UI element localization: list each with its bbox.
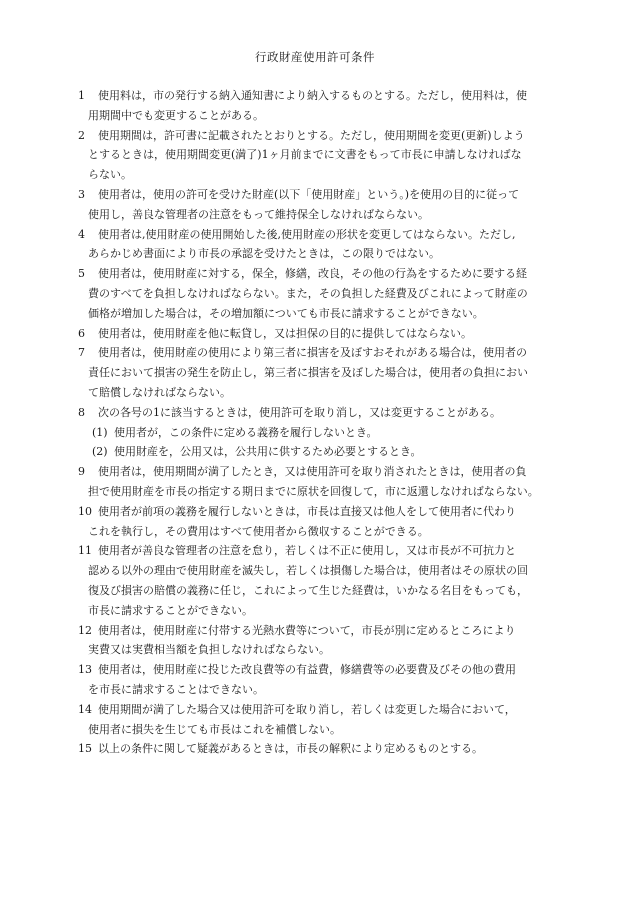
clause-line: 価格が増加した場合は，その増加額についても市長に請求することができない。 xyxy=(88,306,484,320)
clause-line: 以上の条件に関して疑義があるときは，市長の解釈により定めるものとする。 xyxy=(98,742,483,756)
clause-text xyxy=(98,739,558,759)
document-title: 行政財産使用許可条件 xyxy=(255,50,375,64)
subitem-1 xyxy=(78,423,558,443)
clause-line: 費のすべてを負担しなければならない。また，その負担した経費及びこれによって財産の xyxy=(88,286,528,300)
clause-number: 2 xyxy=(78,128,85,142)
clause-number: 11 xyxy=(78,544,92,558)
clause-text xyxy=(88,621,558,661)
clause-line: 使用者は，使用財産を他に転貸し，又は担保の目的に提供してはならない。 xyxy=(98,326,472,340)
clause-12 xyxy=(78,621,558,661)
clause-text xyxy=(88,264,558,323)
clause-line: て賠償しなければならない。 xyxy=(88,385,231,399)
clause-number: 14 xyxy=(78,702,92,716)
clause-line: 使用者は，使用財産に投じた改良費等の有益費，修繕費等の必要費及びその他の費用 xyxy=(98,663,516,677)
clause-line: 使用者は，使用の許可を受けた財産(以下「使用財産」という。)を使用の目的に従って xyxy=(98,187,520,201)
clause-line: 使用者に損失を生じても市長はこれを補償しない。 xyxy=(88,722,341,736)
clause-line: 使用料は，市の発行する納入通知書により納入するものとする。ただし，使用料は，使 xyxy=(98,89,527,102)
clause-number: 9 xyxy=(78,465,85,479)
clause-text xyxy=(88,660,558,700)
clause-number: 15 xyxy=(78,742,92,756)
clause-line: 使用者は，使用財産に対する，保全，修繕，改良，その他の行為をするために要する経 xyxy=(98,267,527,281)
clause-13 xyxy=(78,660,558,700)
clause-number: 3 xyxy=(78,187,85,201)
clause-number: 6 xyxy=(78,326,85,340)
clause-text xyxy=(88,700,558,740)
subitem-number: (2) xyxy=(92,445,108,459)
clause-line: 用期間中でも変更することがある。 xyxy=(88,108,264,122)
clause-line: 使用期間が満了した場合又は使用許可を取り消し，若しくは変更した場合において， xyxy=(98,702,516,716)
clause-text xyxy=(88,126,558,185)
clause-text xyxy=(88,462,558,502)
clause-line: 市長に請求することができない。 xyxy=(88,603,253,617)
clause-7 xyxy=(78,343,558,402)
clause-text xyxy=(88,185,558,225)
clause-8-subitems xyxy=(78,423,558,463)
clause-line: 使用し，善良な管理者の注意をもって維持保全しなければならない。 xyxy=(88,207,429,221)
clause-number: 8 xyxy=(78,405,85,419)
clause-10 xyxy=(78,502,558,542)
subitem-2 xyxy=(78,442,558,462)
clause-number: 4 xyxy=(78,227,85,241)
clause-number: 5 xyxy=(78,267,85,281)
clause-text xyxy=(88,502,558,542)
clause-line: 使用者は，使用財産の使用により第三者に損害を及ぼすおそれがある場合は，使用者の xyxy=(98,346,527,360)
clause-number: 7 xyxy=(78,346,85,360)
clause-text xyxy=(98,324,558,344)
clause-line: 使用者が前項の義務を履行しないときは，市長は直接又は他人をして使用者に代わり xyxy=(98,504,516,518)
clause-text xyxy=(98,403,558,423)
clause-number: 10 xyxy=(78,504,92,518)
clause-1 xyxy=(78,86,558,126)
clause-line: 次の各号の1に該当するときは，使用許可を取り消し，又は変更することがある。 xyxy=(98,405,501,419)
clause-line: 使用者が善良な管理者の注意を怠り，若しくは不正に使用し，又は市長が不可抗力と xyxy=(98,544,516,558)
clause-text xyxy=(88,343,558,402)
clause-line: これを執行し，その費用はすべて使用者から徴収することができる。 xyxy=(88,524,429,538)
subitem-number: (1) xyxy=(92,425,108,439)
clause-line: とするときは，使用期間変更(満了)1ヶ月前までに文書をもって市長に申請しなければな xyxy=(88,148,522,162)
clause-6 xyxy=(78,324,558,344)
clause-line: 使用者は,使用財産の使用開始した後,使用財産の形状を変更してはならない。ただし, xyxy=(98,227,516,241)
clause-2 xyxy=(78,126,558,185)
clause-5 xyxy=(78,264,558,323)
clause-text xyxy=(88,86,558,126)
clause-8 xyxy=(78,403,558,423)
clause-number: 12 xyxy=(78,623,92,637)
clause-3 xyxy=(78,185,558,225)
clause-number: 13 xyxy=(78,663,92,677)
clause-line: を市長に請求することはできない。 xyxy=(88,682,264,696)
clause-line: 使用者は，使用財産に付帯する光熱水費等について，市長が別に定めるところにより xyxy=(98,623,516,637)
clause-text xyxy=(88,225,558,265)
clause-line: 責任において損害の発生を防止し，第三者に損害を及ぼした場合は，使用者の負担におい xyxy=(88,366,528,380)
clause-number: 1 xyxy=(78,89,85,102)
clause-15 xyxy=(78,739,558,759)
clause-line: 使用者は，使用期間が満了したとき，又は使用許可を取り消されたときは，使用者の負 xyxy=(98,465,527,479)
clause-line: あらかじめ書面により市長の承認を受けたときは，この限りではない。 xyxy=(88,247,440,261)
subitem-text: 使用財産を，公用又は，公共用に供するため必要とするとき。 xyxy=(114,445,422,459)
clause-4 xyxy=(78,225,558,265)
clause-line: 実費又は実費相当額を負担しなければならない。 xyxy=(88,643,330,657)
clause-9 xyxy=(78,462,558,502)
clause-list xyxy=(78,86,558,759)
clause-11 xyxy=(78,541,558,620)
clause-line: 担で使用財産を市長の指定する期日までに原状を回復して，市に返還しなければならない。 xyxy=(88,484,539,498)
clause-line: らない。 xyxy=(88,168,132,182)
clause-text xyxy=(88,541,558,620)
clause-line: 使用期間は，許可書に記載されたとおりとする。ただし，使用期間を変更(更新)しよう xyxy=(98,128,525,142)
clause-14 xyxy=(78,700,558,740)
subitem-text: 使用者が，この条件に定める義務を履行しないとき。 xyxy=(114,425,378,439)
clause-line: 認める以外の理由で使用財産を滅失し，若しくは損傷した場合は，使用者はその原状の回 xyxy=(88,564,528,578)
clause-line: 復及び損害の賠償の義務に任じ，これによって生じた経費は，いかなる名目をもっても， xyxy=(88,583,528,597)
